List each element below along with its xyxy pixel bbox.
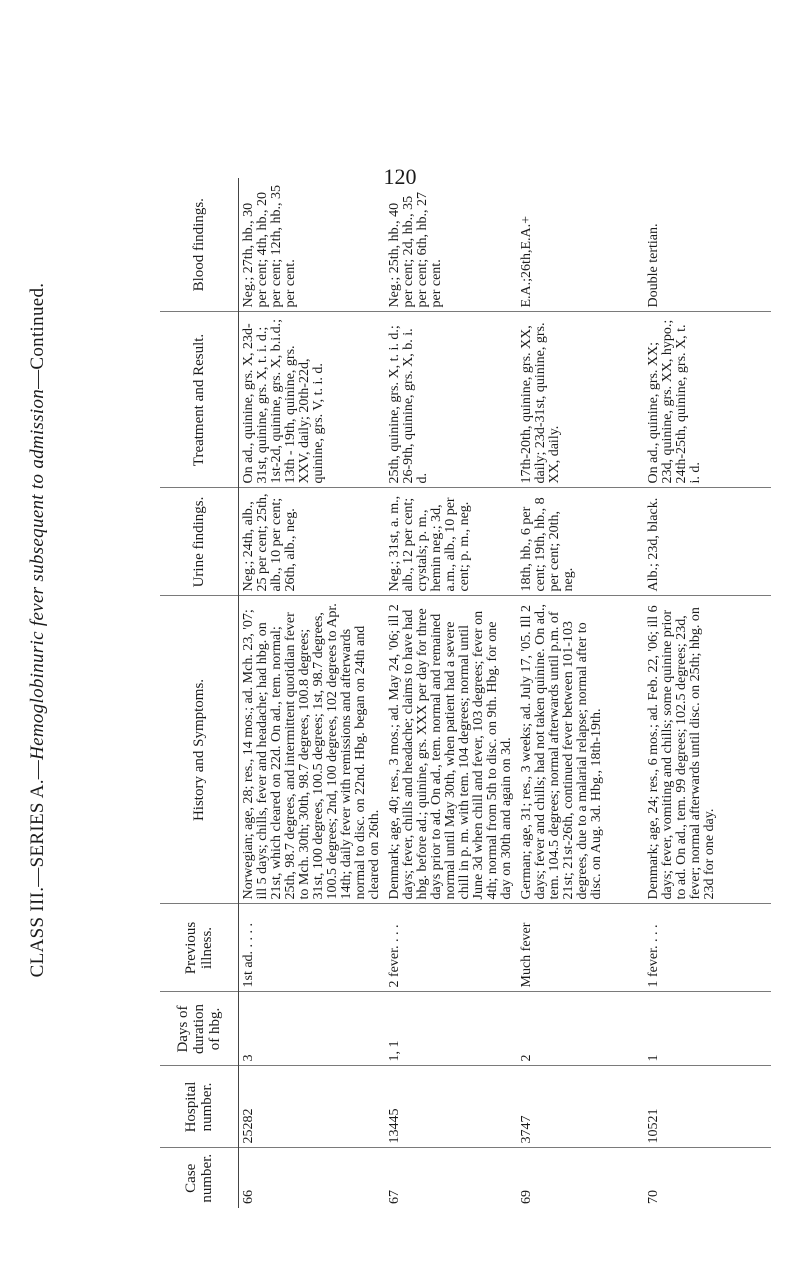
header-days-duration: Days of duration of hbg. xyxy=(160,992,239,1066)
cell-urine-findings: Neg.; 31st, a. m., alb., 12 per cent; crystals; p. m., hemin neg.; 3d, a.m., alb., 10 per cent; p. m., neg. xyxy=(385,488,517,596)
running-head-prefix: CLASS III.—SERIES A.— xyxy=(27,759,48,978)
cell-hospital-number: 25282 xyxy=(239,1066,386,1148)
header-case-number: Case number. xyxy=(160,1148,239,1208)
running-head-italic: Hemoglobinuric fever subsequent to admission xyxy=(27,388,48,760)
cell-hospital-number: 3747 xyxy=(517,1066,644,1148)
cell-history-symptoms: Denmark; age, 40; res., 3 mos.; ad. May 24, '06; ill 2 days; fever, chills and headache; claims to have had hbg. before ad.; quinine, grs. XXX per day for three days prior to ad. On ad., tem. normal and remained normal until May 30th, when patient had a severe chill in p. m. with tem. 104 degrees; normal until June 3d when chill and fever, 103 degrees; fever on 4th; normal from 5th to disc. on 9th. Hbg. for one day on 30th and again on 3d. xyxy=(385,596,517,904)
case-table xyxy=(160,178,771,1208)
table-row xyxy=(644,178,771,1208)
cell-case-number: 69 xyxy=(519,1190,534,1204)
header-urine-findings: Urine findings. xyxy=(160,488,239,596)
cell-blood-findings: E.A.;26th,E.A.+ xyxy=(517,178,644,312)
running-head-text xyxy=(27,40,49,1220)
table-row xyxy=(385,178,517,1208)
running-head-suffix: —Continued. xyxy=(27,282,48,389)
header-history-symptoms: History and Symptoms. xyxy=(160,596,239,904)
header-hospital-number: Hospital number. xyxy=(160,1066,239,1148)
cell-urine-findings: 18th, hb., 6 per cent; 19th, hb., 8 per cent; 20th, neg. xyxy=(517,488,644,596)
cell-treatment-result: 25th, quinine, grs. X, t. i. d.; 26-9th, quinine, grs. X, b. i. d. xyxy=(385,312,517,488)
header-blood-findings: Blood findings. xyxy=(160,178,239,312)
cell-previous-illness: 1 fever. . . . xyxy=(644,904,771,992)
case-table-rotated xyxy=(160,178,740,1208)
cell-previous-illness: 2 fever. . . . xyxy=(385,904,517,992)
cell-previous-illness: 1st ad. . . . . xyxy=(239,904,386,992)
cell-hospital-number: 13445 xyxy=(385,1066,517,1148)
cell-days-duration: 3 xyxy=(239,992,386,1066)
cell-treatment-result: On ad., quinine, grs. XX; 23d, quinine, grs. XX, hypo.; 24th-25th, quinine, grs. X, t. i. d. xyxy=(644,312,771,488)
cell-history-symptoms: Norwegian; age, 28; res., 14 mos.; ad. Mch. 23, '07; ill 5 days; chills, fever and headache; had hbg. on 21st, which cleared on 22d. On ad., tem. normal; 25th, 98.7 degrees, and intermittent quotidian fever to Mch. 30th; 30th, 98.7 degrees, 100.8 degrees; 31st, 100 degrees, 100.5 degrees; 1st, 98.7 degrees, 100.5 degrees; 2nd, 100 degrees, 102 degrees to Apr. 14th; daily fever with remissions and afterwards normal to disc. on 22nd. Hbg. began on 24th and cleared on 26th. xyxy=(239,596,386,904)
table-row xyxy=(239,178,386,1208)
cell-previous-illness: Much fever xyxy=(517,904,644,992)
cell-urine-findings: Neg.; 24th, alb., 25 per cent; 25th, alb., 10 per cent; 26th, alb., neg. xyxy=(239,488,386,596)
cell-case-number: 66 xyxy=(241,1190,256,1204)
cell-history-symptoms: Denmark; age, 24; res., 6 mos.; ad. Feb. 22, '06; ill 6 days; fever, vomiting and chills; some quinine prior to ad. On ad., tem. 99 degrees; 102.5 degrees; 23d, fever; normal afterwards until disc. on 25th; hbg. on 23d for one day. xyxy=(644,596,771,904)
running-head xyxy=(20,0,56,1261)
cell-urine-findings: Alb.; 23d, black. xyxy=(644,488,771,596)
cell-days-duration: 1 xyxy=(644,992,771,1066)
cell-blood-findings: Neg.; 25th, hb., 40 per cent; 2d, hb., 35 per cent; 6th, hb., 27 per cent. xyxy=(385,178,517,312)
cell-case-number: 67 xyxy=(387,1190,402,1204)
header-treatment-result: Treatment and Result. xyxy=(160,312,239,488)
page-number: 120 xyxy=(383,164,417,189)
cell-blood-findings: Double tertian. xyxy=(644,178,771,312)
case-table-region xyxy=(160,178,740,1208)
table-header-row xyxy=(160,178,239,1208)
cell-days-duration: 2 xyxy=(517,992,644,1066)
cell-history-symptoms: German; age, 31; res., 3 weeks; ad. July 17, '05. Ill 2 days; fever and chills; had not taken quinine. On ad., tem. 104.5 degrees; normal afterwards until p.m. of 21st; 21st-26th, continued fever between 101-103 degrees, due to a malarial relapse; normal after to disc. on Aug. 3d. Hbg., 18th-19th. xyxy=(517,596,644,904)
table-row xyxy=(517,178,644,1208)
cell-case-number: 70 xyxy=(646,1190,661,1204)
cell-hospital-number: 10521 xyxy=(644,1066,771,1148)
header-previous-illness: Previous illness. xyxy=(160,904,239,992)
cell-days-duration: 1, 1 xyxy=(385,992,517,1066)
cell-treatment-result: 17th-20th, quinine, grs. XX, daily; 23d-31st, quinine, grs. XX, daily. xyxy=(517,312,644,488)
cell-treatment-result: On ad., quinine, grs. X, 23d-31st, quinine, grs. X, t. i. d.; 1st-2d, quinine, grs. X, b.i.d.; 13th - 19th, quinine, grs. XXV, daily; 20th-22d, quinine, grs. V, t. i. d. xyxy=(239,312,386,488)
cell-blood-findings: Neg.; 27th, hb., 30 per cent; 4th, hb., 20 per cent; 12th, hb., 35 per cent. xyxy=(239,178,386,312)
